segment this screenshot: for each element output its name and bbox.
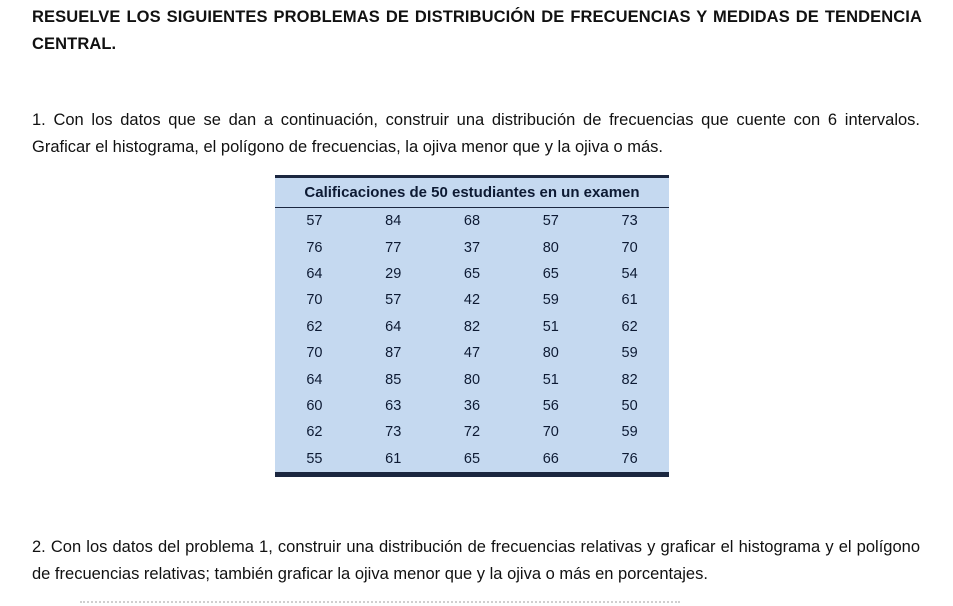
table-row xyxy=(275,446,669,472)
table-cell: 70 xyxy=(306,345,323,362)
table-cell: 57 xyxy=(385,292,402,309)
table-cell: 56 xyxy=(542,397,559,414)
table-row xyxy=(275,340,669,366)
table-cell: 60 xyxy=(306,397,323,414)
table-row xyxy=(275,314,669,340)
table-cell: 70 xyxy=(542,424,559,441)
table-cell: 61 xyxy=(385,450,402,467)
table-cell: 55 xyxy=(306,450,323,467)
table-cell: 87 xyxy=(385,345,402,362)
table-cell: 42 xyxy=(463,292,481,309)
page-title: RESUELVE LOS SIGUIENTES PROBLEMAS DE DISTRIBUCIÓN DE FRECUENCIAS Y MEDIDAS DE TENDENCIA CENTRAL. xyxy=(32,8,922,53)
table-cell: 73 xyxy=(621,213,638,230)
table-cell: 73 xyxy=(385,424,402,441)
grades-table-body xyxy=(275,208,669,472)
table-cell: 57 xyxy=(306,213,323,230)
table-row xyxy=(275,287,669,313)
table-cell: 37 xyxy=(463,239,481,256)
table-cell: 82 xyxy=(621,371,638,388)
table-cell: 47 xyxy=(463,345,481,362)
table-cell: 64 xyxy=(385,318,402,335)
table-cell: 59 xyxy=(621,345,638,362)
table-cell: 80 xyxy=(542,345,559,362)
table-row xyxy=(275,393,669,419)
table-cell: 70 xyxy=(621,239,638,256)
table-cell: 36 xyxy=(463,397,481,414)
table-row xyxy=(275,208,669,234)
table-cell: 72 xyxy=(463,424,481,441)
table-row xyxy=(275,234,669,260)
table-cell: 57 xyxy=(542,213,559,230)
table-cell: 65 xyxy=(463,450,481,467)
table-cell: 80 xyxy=(542,239,559,256)
table-row xyxy=(275,419,669,445)
table-cell: 54 xyxy=(621,265,638,282)
table-cell: 85 xyxy=(385,371,402,388)
table-cell: 59 xyxy=(621,424,638,441)
table-cell: 59 xyxy=(542,292,559,309)
table-cell: 65 xyxy=(542,265,559,282)
table-cell: 70 xyxy=(306,292,323,309)
table-cell: 76 xyxy=(306,239,323,256)
table-row xyxy=(275,261,669,287)
table-cell: 51 xyxy=(542,371,559,388)
table-cell: 62 xyxy=(306,318,323,335)
table-cell: 76 xyxy=(621,450,638,467)
table-cell: 29 xyxy=(385,265,402,282)
problem-2-text: 2. Con los datos del problema 1, construir una distribución de frecuencias relativas y graficar el histograma y el polígono de frecuencias relativas; también graficar la ojiva menor que y la ojiva o más en porcentajes. xyxy=(32,538,920,583)
table-cell: 50 xyxy=(621,397,638,414)
table-cell: 66 xyxy=(542,450,559,467)
table-cell: 51 xyxy=(542,318,559,335)
table-cell: 80 xyxy=(463,371,481,388)
faint-text-line xyxy=(80,601,680,606)
table-cell: 68 xyxy=(463,213,481,230)
table-cell: 77 xyxy=(385,239,402,256)
table-cell: 64 xyxy=(306,265,323,282)
table-cell: 65 xyxy=(463,265,481,282)
grades-table-header: Calificaciones de 50 estudiantes en un examen xyxy=(275,178,669,208)
table-row xyxy=(275,366,669,392)
table-cell: 62 xyxy=(621,318,638,335)
table-cell: 62 xyxy=(306,424,323,441)
grades-table xyxy=(275,175,669,477)
problem-1-text: 1. Con los datos que se dan a continuación, construir una distribución de frecuencias que cuente con 6 intervalos. Graficar el histograma, el polígono de frecuencias, la ojiva menor que y la ojiva o más. xyxy=(32,111,920,156)
table-cell: 61 xyxy=(621,292,638,309)
table-cell: 63 xyxy=(385,397,402,414)
table-cell: 82 xyxy=(463,318,481,335)
table-cell: 64 xyxy=(306,371,323,388)
table-cell: 84 xyxy=(385,213,402,230)
